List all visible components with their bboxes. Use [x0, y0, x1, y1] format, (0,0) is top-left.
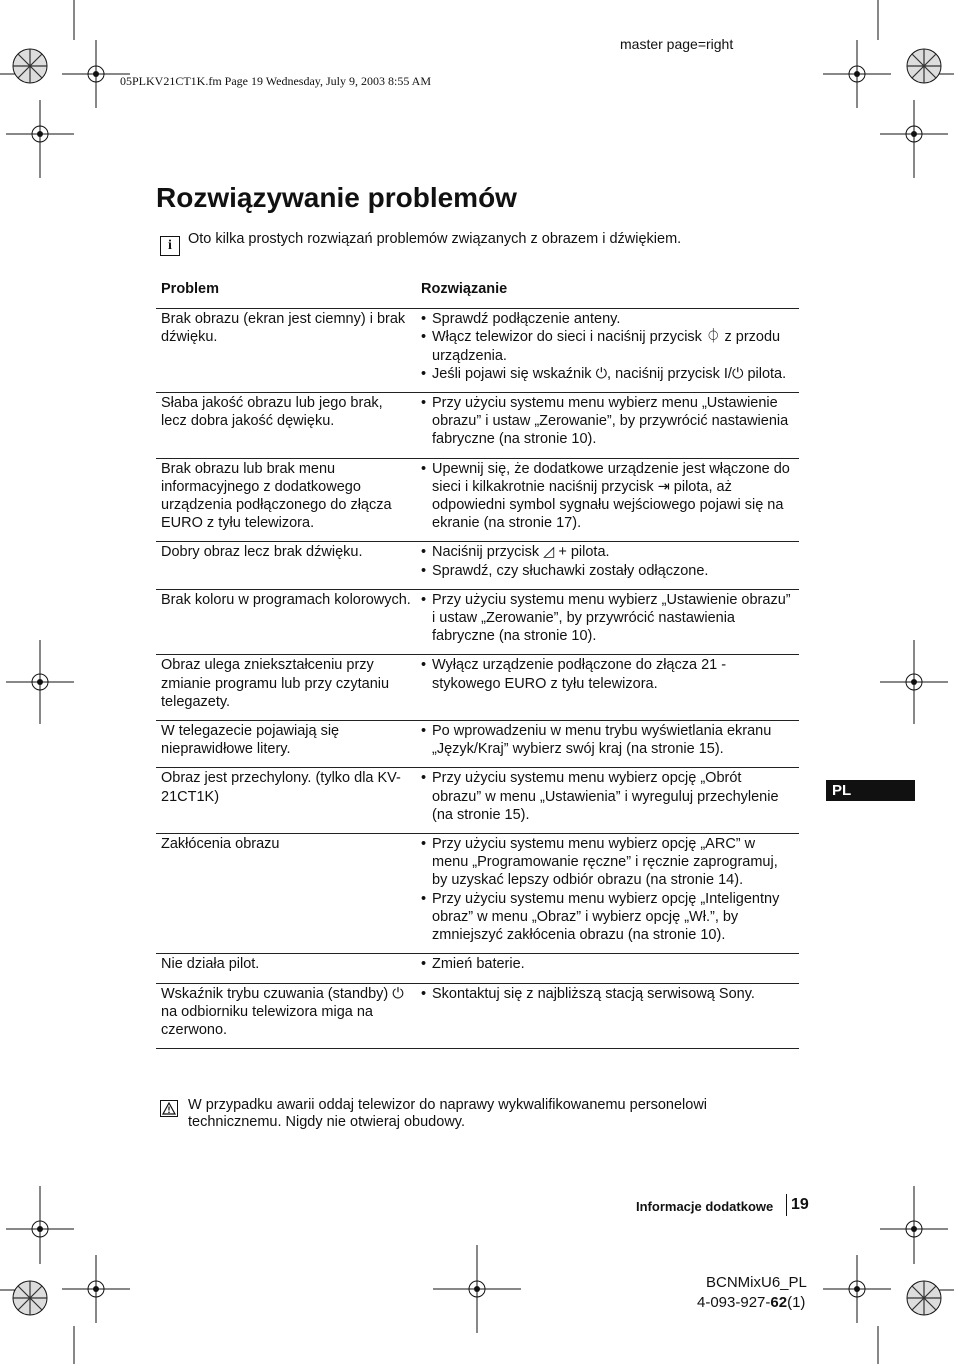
solution-list [421, 591, 794, 646]
model-code: BCNMixU6_PL [706, 1274, 807, 1291]
solution-item: • Przy użyciu systemu menu wybierz opcję „Obrót obrazu” w menu „Ustawienia” i wyreguluj przechylenie (na stronie 15). [421, 769, 794, 824]
solution-item: • Zmień baterie. [421, 955, 794, 973]
table-row [156, 542, 799, 589]
solution-item: • Po wprowadzeniu w menu trybu wyświetlania ekranu „Język/Kraj” wybierz swój kraj (na stronie 15). [421, 722, 794, 758]
intro-text: Oto kilka prostych rozwiązań problemów związanych z obrazem i dźwiękiem. [188, 231, 682, 247]
table-header-row [156, 272, 799, 309]
solution-cell [416, 589, 799, 655]
solution-list [421, 985, 794, 1003]
solution-cell [416, 721, 799, 768]
table-row [156, 983, 799, 1049]
solution-cell [416, 655, 799, 721]
problem-cell: Wskaźnik trybu czuwania (standby) ⏻ na odbiorniku telewizora miga na czerwono. [156, 983, 416, 1049]
problem-cell: Brak obrazu (ekran jest ciemny) i brak dźwięku. [156, 309, 416, 393]
column-header-solution: Rozwiązanie [416, 272, 799, 309]
solution-cell [416, 393, 799, 459]
table-row [156, 834, 799, 954]
solution-list [421, 656, 794, 692]
solution-list [421, 394, 794, 449]
warning-icon [160, 1100, 178, 1117]
problem-cell: Słaba jakość obrazu lub jego brak, lecz dobra jakość dęwięku. [156, 393, 416, 459]
solution-item: • Wyłącz urządzenie podłączone do złącza 21 - stykowego EURO z tyłu telewizora. [421, 656, 794, 692]
solution-item: • Sprawdź podłączenie anteny. [421, 310, 794, 328]
solution-list [421, 835, 794, 944]
part-number-suffix: (1) [787, 1294, 806, 1311]
footer-section-name: Informacje dodatkowe [636, 1199, 774, 1214]
solution-list [421, 310, 794, 383]
table-body [156, 309, 799, 1049]
solution-item: • Przy użyciu systemu menu wybierz menu „Ustawienie obrazu” i ustaw „Zerowanie”, by przywrócić nastawienia fabryczne (na stronie 10). [421, 394, 794, 449]
file-info-line: 05PLKV21CT1K.fm Page 19 Wednesday, July 9, 2003 8:55 AM [120, 74, 432, 88]
table-row [156, 655, 799, 721]
solution-cell [416, 954, 799, 983]
solution-list [421, 955, 794, 973]
master-page-label: master page=right [620, 36, 734, 52]
problem-cell: Obraz ulega zniekształceniu przy zmianie programu lub przy czytaniu telegazety. [156, 655, 416, 721]
warning-text: W przypadku awarii oddaj telewizor do naprawy wykwalifikowanemu personelowi technicznemu. Nigdy nie otwieraj obudowy. [188, 1097, 708, 1130]
solution-item: • Włącz telewizor do sieci i naciśnij przycisk ⏀ z przodu urządzenia. [421, 328, 794, 364]
column-header-problem: Problem [156, 272, 416, 309]
problem-cell: Dobry obraz lecz brak dźwięku. [156, 542, 416, 589]
table-row [156, 589, 799, 655]
solution-item: • Przy użyciu systemu menu wybierz opcję „Inteligentny obraz” w menu „Obraz” i wybierz opcję „Wł.”, by zmniejszyć zakłócenia obrazu (na stronie 10). [421, 890, 794, 945]
problem-cell: W telegazecie pojawiają się nieprawidłowe litery. [156, 721, 416, 768]
part-number [697, 1294, 805, 1311]
solution-cell [416, 983, 799, 1049]
part-number-bold: 62 [770, 1294, 788, 1311]
solution-cell [416, 458, 799, 542]
troubleshooting-table [156, 272, 799, 1049]
problem-cell: Brak obrazu lub brak menu informacyjnego z dodatkowego urządzenia podłączonego do złącza EURO z tyłu telewizora. [156, 458, 416, 542]
info-icon: i [160, 236, 180, 256]
table-row [156, 954, 799, 983]
solution-item: • Sprawdź, czy słuchawki zostały odłączone. [421, 562, 794, 580]
problem-cell: Zakłócenia obrazu [156, 834, 416, 954]
solution-cell [416, 768, 799, 834]
problem-cell: Brak koloru w programach kolorowych. [156, 589, 416, 655]
solution-cell [416, 542, 799, 589]
part-number-prefix: 4-093-927- [697, 1294, 771, 1311]
solution-list [421, 543, 794, 579]
solution-item: • Upewnij się, że dodatkowe urządzenie jest włączone do sieci i kilkakrotnie naciśnij przycisk ⇥ pilota, aż odpowiedni symbol sygnału wejściowego pojawi się na ekranie (na stronie 17). [421, 460, 794, 533]
page-number: 19 [791, 1196, 809, 1213]
solution-cell [416, 834, 799, 954]
solution-item: • Naciśnij przycisk ◿ + pilota. [421, 543, 794, 561]
footer-divider [786, 1194, 787, 1216]
table-row [156, 458, 799, 542]
table-row [156, 721, 799, 768]
table-row [156, 309, 799, 393]
table-row [156, 768, 799, 834]
solution-list [421, 769, 794, 824]
page-title: Rozwiązywanie problemów [156, 182, 517, 213]
solution-item: • Skontaktuj się z najbliższą stacją serwisową Sony. [421, 985, 794, 1003]
problem-cell: Obraz jest przechylony. (tylko dla KV-21CT1K) [156, 768, 416, 834]
solution-list [421, 460, 794, 533]
table-row [156, 393, 799, 459]
solution-item: • Przy użyciu systemu menu wybierz opcję „ARC” w menu „Programowanie ręczne” i ręcznie zaprogramuj, by uzyskać lepszy odbiór obrazu (na stronie 14). [421, 835, 794, 890]
language-tab: PL [826, 780, 915, 801]
solution-list [421, 722, 794, 758]
solution-item: • Jeśli pojawi się wskaźnik ⏻, naciśnij przycisk I/⏻ pilota. [421, 365, 794, 383]
problem-cell: Nie działa pilot. [156, 954, 416, 983]
solution-cell [416, 309, 799, 393]
solution-item: • Przy użyciu systemu menu wybierz „Ustawienie obrazu” i ustaw „Zerowanie”, by przywrócić nastawienia fabryczne (na stronie 10). [421, 591, 794, 646]
